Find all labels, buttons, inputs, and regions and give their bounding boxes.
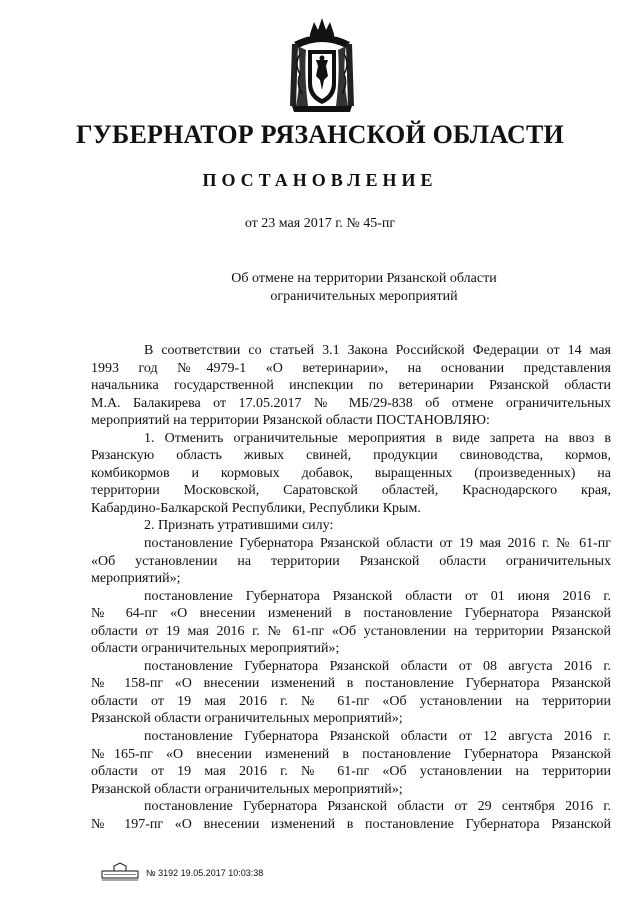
body-line: М.А. Балакирева от 17.05.2017 № МБ/29-838 об отмене ограничительных bbox=[91, 395, 611, 411]
body-line: 2. Признать утратившими силу: bbox=[144, 518, 334, 534]
body-line: 1. Отменить ограничительные мероприятия в виде запрета на ввоз в bbox=[144, 430, 611, 446]
registration-footer bbox=[100, 862, 400, 882]
body-line: территории Московской, Саратовской областей, Краснодарского края, bbox=[91, 483, 611, 499]
body-line: мероприятий на территории Рязанской области ПОСТАНОВЛЯЮ: bbox=[91, 413, 490, 429]
body-line: мероприятий»; bbox=[91, 571, 181, 587]
body-line: постановление Губернатора Рязанской области от 12 августа 2016 г. bbox=[144, 729, 611, 745]
heading-line: ограничительных мероприятий bbox=[270, 289, 458, 304]
authority-title: ГУБЕРНАТОР РЯЗАНСКОЙ ОБЛАСТИ bbox=[76, 120, 564, 149]
body-line: №165-пг «О внесении изменений в постановление Губернатора Рязанской bbox=[91, 746, 611, 762]
body-line: № 64-пг «О внесении изменений в постановление Губернатора Рязанской bbox=[91, 606, 611, 622]
body-line: комбикормов и кормовых добавок, выращенных (произведенных) на bbox=[91, 465, 611, 481]
heading-line: Об отмене на территории Рязанской области bbox=[231, 271, 497, 286]
body-line: № 197-пг «О внесении изменений в постановление Губернатора Рязанской bbox=[91, 816, 611, 832]
body-line: постановление Губернатора Рязанской области от 29 сентября 2016 г. bbox=[144, 799, 611, 815]
body-line: области от 19 мая 2016 г. № 61-пг «Об установлении на территории bbox=[91, 764, 611, 780]
registry-stamp-icon bbox=[100, 862, 140, 882]
body-line: Кабардино-Балкарской Республики, Республики Крым. bbox=[91, 500, 421, 516]
document-heading bbox=[0, 270, 640, 306]
document-body bbox=[91, 342, 611, 833]
body-line: «Об установлении на территории Рязанской области ограничительных bbox=[91, 553, 611, 569]
body-line: В соответствии со статьей 3.1 Закона Российской Федерации от 14 мая bbox=[144, 343, 611, 358]
registration-number: № 3192 19.05.2017 10:03:38 bbox=[146, 868, 264, 878]
document-date-number: от 23 мая 2017 г. № 45-пг bbox=[244, 216, 396, 231]
body-line: области от 19 мая 2016 г. № 61-пг «Об установлении на территории bbox=[91, 693, 611, 709]
body-line: № 158-пг «О внесении изменений в постановление Губернатора Рязанской bbox=[91, 676, 611, 692]
body-line: области от 19 мая 2016 г. № 61-пг «Об установлении на территории Рязанской bbox=[91, 623, 611, 639]
body-line: постановление Губернатора Рязанской области от 01 июня 2016 г. bbox=[144, 588, 611, 604]
document-type: ПОСТАНОВЛЕНИЕ bbox=[202, 170, 438, 190]
body-line: Рязанской области ограничительных мероприятий»; bbox=[91, 711, 403, 727]
body-line: области ограничительных мероприятий»; bbox=[91, 641, 340, 657]
coat-of-arms-icon bbox=[288, 14, 356, 114]
body-line: постановление Губернатора Рязанской области от 08 августа 2016 г. bbox=[144, 658, 611, 674]
body-line: Рязанскую область живых свиней, продукции свиноводства, кормов, bbox=[91, 448, 611, 464]
body-line: 1993 год №4979-1 «О ветеринарии», на основании представления bbox=[91, 360, 611, 376]
body-line: Рязанской области ограничительных мероприятий»; bbox=[91, 781, 403, 797]
body-line: начальника государственной инспекции по ветеринарии Рязанской области bbox=[91, 378, 611, 394]
body-line: постановление Губернатора Рязанской области от 19 мая 2016 г. № 61-пг bbox=[144, 536, 611, 552]
